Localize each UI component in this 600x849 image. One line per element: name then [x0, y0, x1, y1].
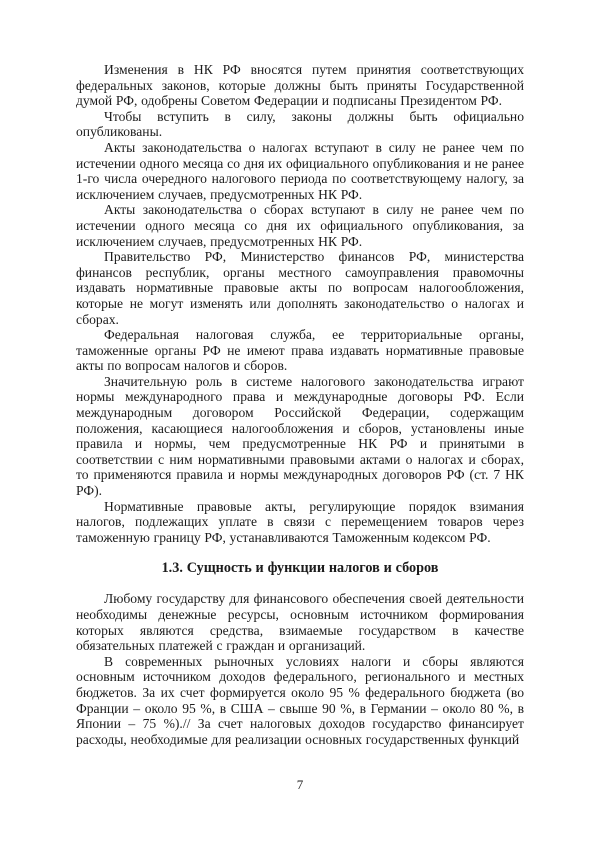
paragraph: Изменения в НК РФ вносятся путем принятия соответствующих федеральных законов, которые должны быть приняты Государственной думой РФ, одобрены Советом Федерации и подписаны Президентом РФ. — [76, 62, 524, 109]
page-number: 7 — [296, 777, 304, 792]
body-text — [76, 62, 524, 747]
section-heading: 1.3. Сущность и функции налогов и сборов — [161, 560, 439, 577]
paragraph: Федеральная налоговая служба, ее территориальные органы, таможенные органы РФ не имеют права издавать нормативные правовые акты по вопросам налогов и сборов. — [76, 327, 524, 374]
paragraph: Любому государству для финансового обеспечения своей деятельности необходимы денежные ресурсы, основным источником формирования которых являются средства, взимаемые государством в качестве обязательных платежей с граждан и организаций. — [76, 591, 524, 654]
paragraph: Акты законодательства о сборах вступают в силу не ранее чем по истечении одного месяца со дня их официального опубликования, за исключением случаев, предусмотренных НК РФ. — [76, 202, 524, 249]
paragraph: Нормативные правовые акты, регулирующие порядок взимания налогов, подлежащих уплате в связи с перемещением товаров через таможенную границу РФ, устанавливаются Таможенным кодексом РФ. — [76, 498, 524, 545]
paragraph: Акты законодательства о налогах вступают в силу не ранее чем по истечении одного месяца со дня их официального опубликования и не ранее 1-го числа очередного налогового периода по соответствующему налогу, за исключением случаев, предусмотренных НК РФ. — [76, 139, 524, 202]
paragraph: В современных рыночных условиях налоги и сборы являются основным источником доходов федерального, регионального и местных бюджетов. За их счет формируется около 95 % федерального бюджета (во Франции – около 95 %, в США – свыше 90 %, в Германии – около 80 %, в Японии – 75 %).// За счет налоговых доходов государство финансирует расходы, необходимые для реализации основных государственных функций — [76, 653, 524, 747]
paragraph: Правительство РФ, Министерство финансов РФ, министерства финансов республик, органы местного самоуправления правомочны издавать нормативные правовые акты по вопросам налогообложения, которые не могут изменять или дополнять законодательство о налогах и сборах. — [76, 249, 524, 327]
paragraph: Значительную роль в системе налогового законодательства играют нормы международного права и международные договоры РФ. Если международным договором Российской Федерации, содержащим положения, касающиеся налогообложения и сборов, установлены иные правила и нормы, чем предусмотренные НК РФ и принятыми в соответствии с ним нормативными правовыми актами о налогах и сборах, то применяются правила и нормы международных договоров РФ (ст. 7 НК РФ). — [76, 373, 524, 499]
paragraph: Чтобы вступить в силу, законы должны быть официально опубликованы. — [76, 108, 524, 140]
